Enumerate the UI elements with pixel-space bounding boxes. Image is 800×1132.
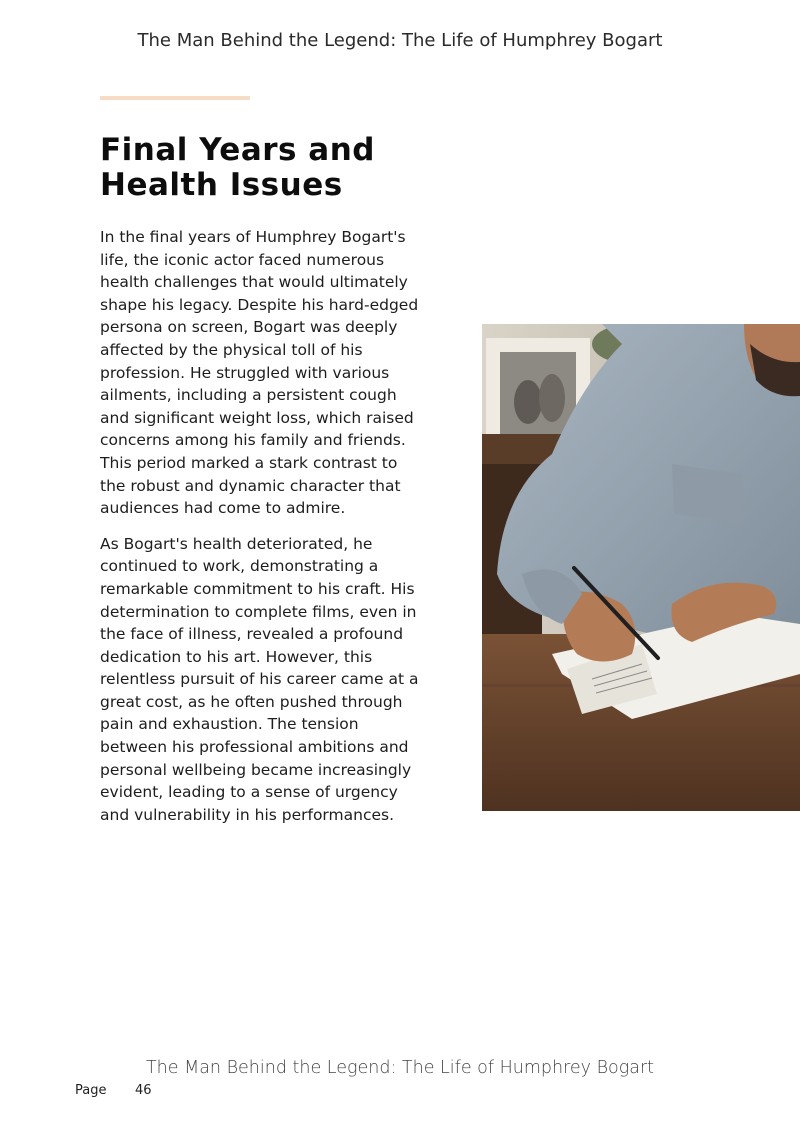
running-footer: The Man Behind the Legend: The Life of Humphrey Bogart [145, 1058, 655, 1078]
running-header: The Man Behind the Legend: The Life of Humphrey Bogart [137, 30, 663, 51]
page-number: 46 [135, 1083, 152, 1098]
chapter-title: Final Years and Health Issues [100, 132, 375, 203]
page-label: Page [75, 1083, 107, 1098]
body-paragraph: In the final years of Humphrey Bogart's life, the iconic actor faced numerous health challenges that would ultimately shape his legacy. Despite his hard-edged persona on screen, Bogart was deeply affected by the physical toll of his profession. He struggled with various ailments, including a persistent cough and significant weight loss, which raised concerns among his family and friends. This period marked a stark contrast to the robust and dynamic character that audiences had come to admire. [100, 228, 419, 518]
accent-rule [100, 96, 250, 100]
man-writing-in-notebook-image [482, 324, 800, 811]
chapter-body [100, 226, 420, 839]
body-paragraph: As Bogart's health deteriorated, he continued to work, demonstrating a remarkable commitment to his craft. His determination to complete films, even in the face of illness, revealed a profound dedication to his art. However, this relentless pursuit of his career came at a great cost, as he often pushed through pain and exhaustion. The tension between his professional ambitions and personal wellbeing became increasingly evident, leading to a sense of urgency and vulnerability in his performances. [100, 534, 419, 824]
illustration-photo [482, 324, 800, 811]
